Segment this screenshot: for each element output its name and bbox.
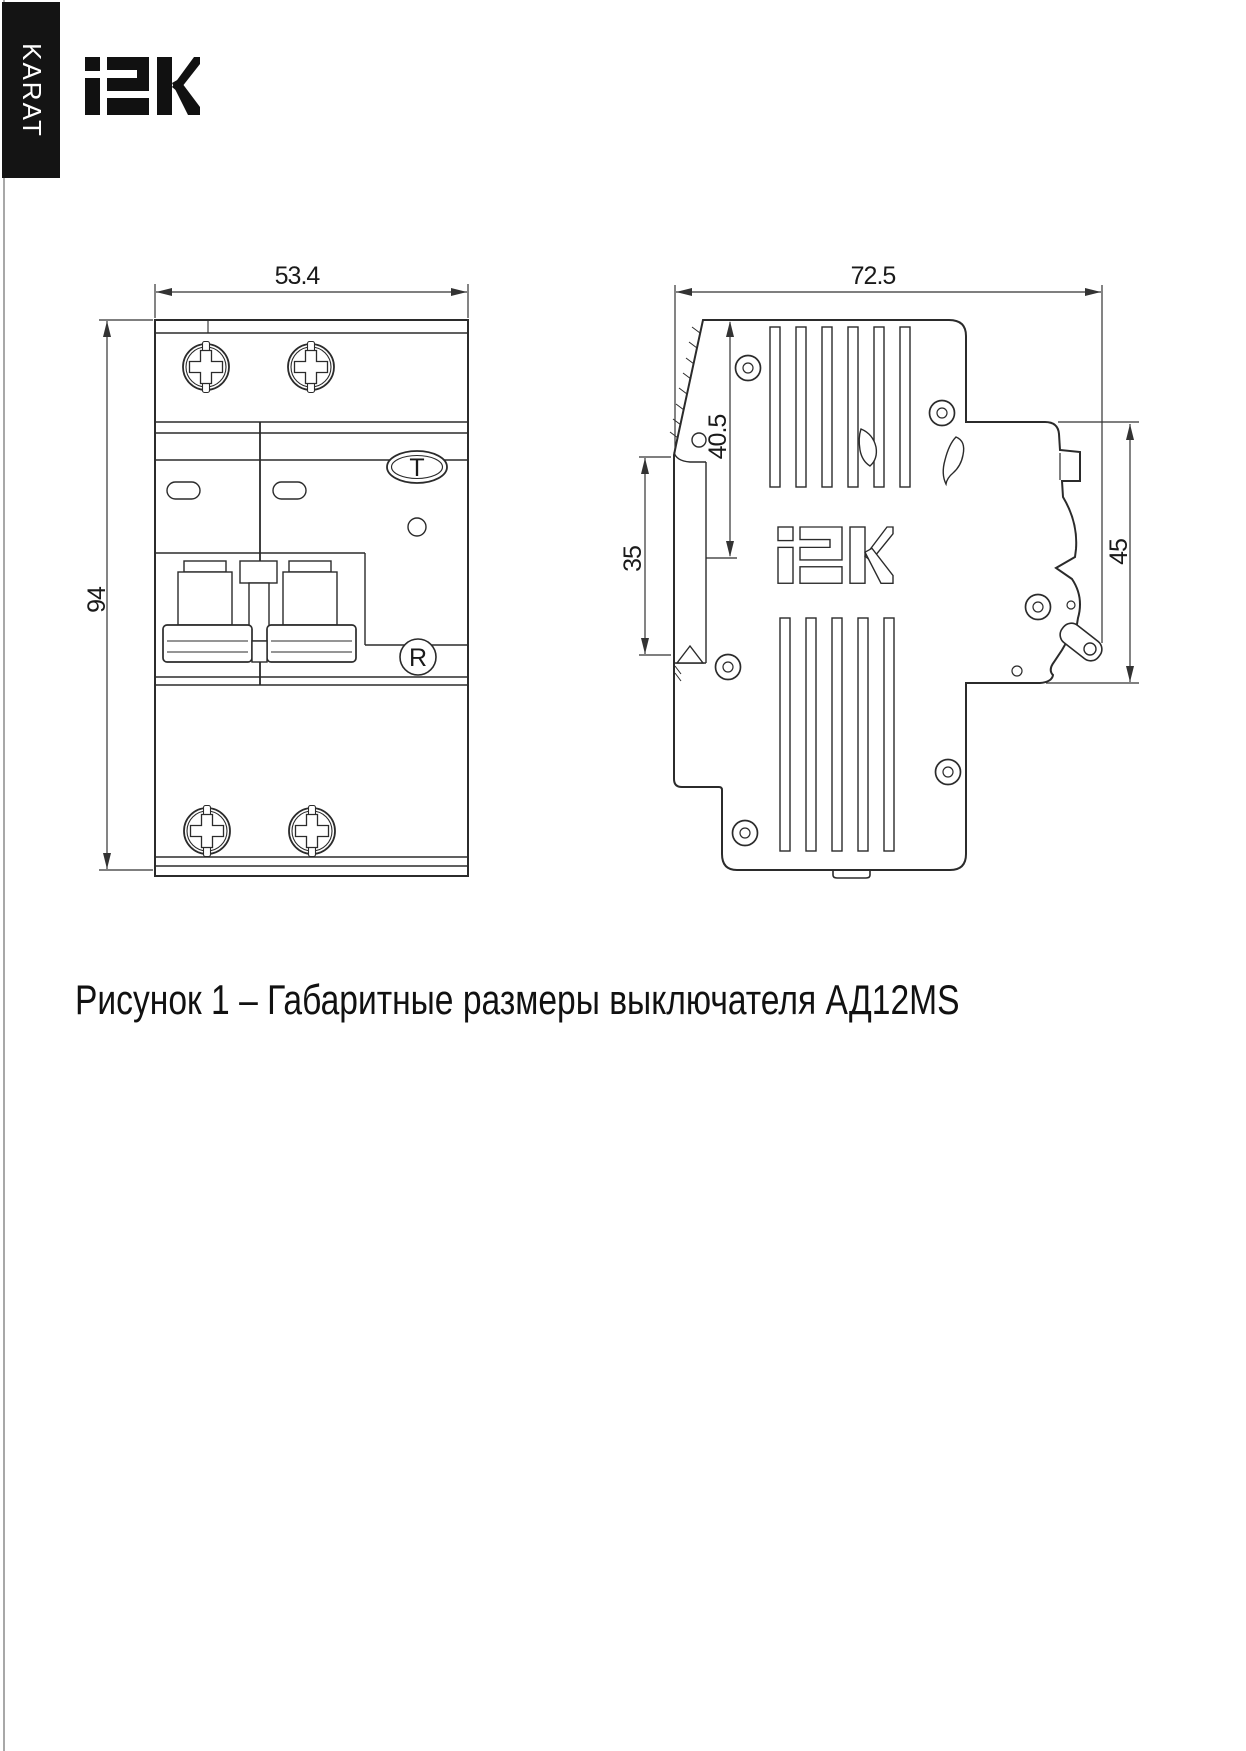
dim-rail-side: 35 (619, 546, 647, 572)
reset-button-label: R (408, 644, 428, 672)
din-latch-foot (1056, 619, 1106, 665)
series-label: KARAT (16, 42, 47, 138)
iek-logo (85, 57, 200, 115)
din-clip-tab (833, 870, 870, 878)
rivet (736, 356, 761, 381)
dim-width-front: 53.4 (274, 262, 320, 290)
rivet (733, 821, 758, 846)
dim-upper-side: 40.5 (704, 414, 732, 460)
rivet (930, 401, 955, 426)
side-view-drawing (670, 320, 1106, 878)
toggle-handle-right (267, 625, 356, 662)
rivet (936, 760, 961, 785)
latch-pivot-rivet (1026, 595, 1051, 620)
dim-height-front: 94 (83, 587, 111, 613)
test-button-label: T (409, 454, 425, 482)
dim-latch-side: 45 (1105, 539, 1133, 565)
rivet (716, 655, 741, 680)
dim-width-side: 72.5 (850, 262, 896, 290)
figure-caption: Рисунок 1 – Габаритные размеры выключателя АД12MS (75, 976, 960, 1023)
front-view-drawing (155, 320, 468, 876)
toggle-handle-left (163, 625, 252, 662)
